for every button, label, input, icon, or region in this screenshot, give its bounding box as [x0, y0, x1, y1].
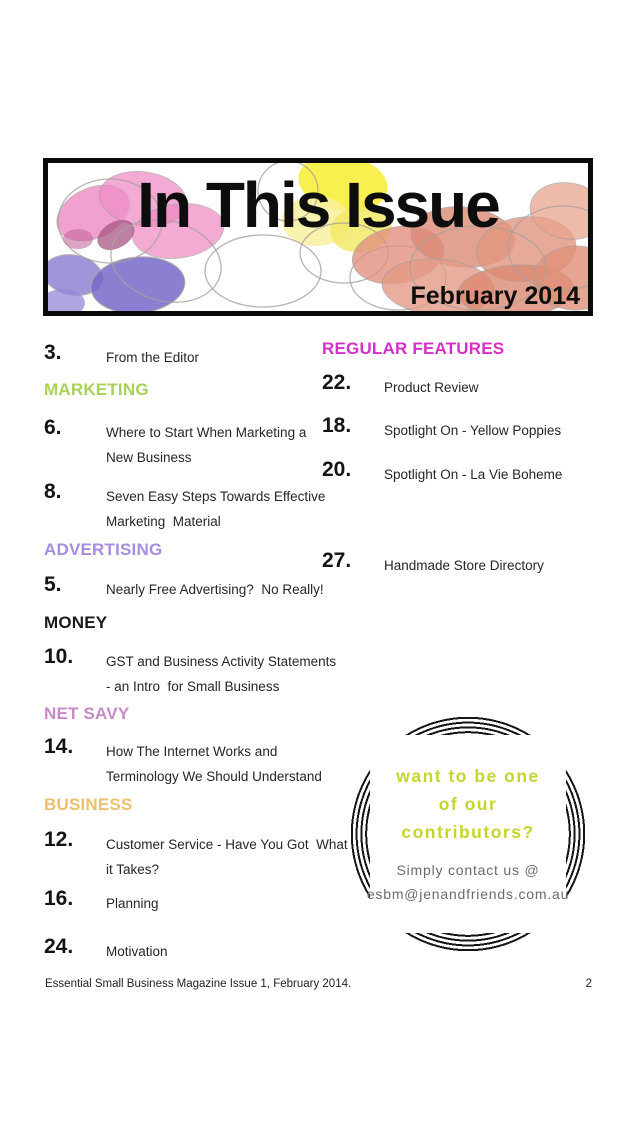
toc-heading-net-savy: NET SAVY: [44, 704, 130, 723]
toc-entry-line: GST and Business Activity Statements: [106, 654, 337, 669]
page-title: In This Issue: [137, 169, 499, 241]
badge-headline: [350, 762, 586, 846]
toc-entry-line: Planning: [106, 896, 159, 911]
toc-entry-title: [106, 888, 159, 916]
toc-entry-motivation: [44, 936, 322, 964]
badge-contact-email: esbm@jenandfriends.com.au: [366, 886, 570, 902]
toc-entry-line: Motivation: [106, 944, 168, 959]
toc-page-number: 8.: [44, 480, 62, 503]
toc-page-number: 14.: [44, 735, 74, 758]
badge-contact: [350, 858, 586, 906]
toc-page-number: 20.: [322, 458, 352, 481]
toc-entry-line: Product Review: [384, 380, 479, 395]
toc-entry-title: [106, 342, 199, 370]
badge-content: [350, 715, 586, 953]
toc-page-number: 3.: [44, 341, 62, 364]
toc-entry-line: Handmade Store Directory: [384, 558, 544, 573]
toc-heading-marketing: MARKETING: [44, 380, 149, 399]
header-banner: [43, 158, 593, 316]
toc-entry-line: How The Internet Works and: [106, 744, 278, 759]
toc-entry-how-internet-works: [44, 736, 322, 789]
toc-entry-line: New Business: [106, 450, 192, 465]
toc-entry-title: [384, 459, 562, 487]
toc-entry-line: - an Intro for Small Business: [106, 679, 280, 694]
toc-page-number: 12.: [44, 828, 74, 851]
toc-heading-money: MONEY: [44, 613, 108, 632]
toc-heading-advertising: ADVERTISING: [44, 540, 163, 559]
footer-issue-info: Essential Small Business Magazine Issue 1, February 2014.: [45, 978, 352, 990]
toc-heading-business: BUSINESS: [44, 795, 133, 814]
toc-page-number: 16.: [44, 887, 74, 910]
toc-entry-line: Terminology We Should Understand: [106, 769, 322, 784]
toc-entry-line: Marketing Material: [106, 514, 221, 529]
toc-entry-title: [384, 550, 544, 578]
toc-entry-title: [106, 481, 325, 534]
toc-entry-title: [106, 574, 324, 602]
toc-entry-handmade-store-directory: [322, 550, 604, 578]
toc-page-number: 10.: [44, 645, 74, 668]
toc-entry-nearly-free-advertising: [44, 574, 322, 602]
toc-entry-line: Nearly Free Advertising? No Really!: [106, 582, 324, 597]
toc-entry-title: [106, 417, 306, 470]
toc-page-number: 6.: [44, 416, 62, 439]
badge-headline-line: of our: [438, 794, 498, 814]
toc-entry-line: Where to Start When Marketing a: [106, 425, 307, 440]
contributors-badge: [350, 715, 586, 953]
toc-page-number: 24.: [44, 935, 74, 958]
toc-entry-from-the-editor: [44, 342, 322, 370]
footer-page-number: 2: [585, 978, 592, 990]
toc-entry-line: Spotlight On - La Vie Boheme: [384, 467, 563, 482]
toc-entry-title: [106, 936, 168, 964]
toc-entry-where-to-start: [44, 417, 322, 470]
toc-entry-gst-bas: [44, 645, 337, 699]
toc-page-number: 5.: [44, 573, 62, 596]
toc-entry-seven-easy-steps: [44, 480, 326, 534]
toc-entry-spotlight-la-vie-boheme: [322, 459, 604, 487]
badge-contact-line: Simply contact us @: [396, 862, 540, 878]
toc-entry-title: [384, 372, 479, 400]
toc-entry-line: From the Editor: [106, 350, 200, 365]
toc-entry-title: [384, 415, 561, 443]
toc-entry-product-review: [322, 372, 604, 400]
toc-page-number: 22.: [322, 371, 352, 394]
toc-entry-title: [106, 646, 336, 699]
toc-entry-line: it Takes?: [106, 862, 160, 877]
toc-entry-spotlight-yellow-poppies: [322, 415, 604, 443]
toc-page-number: 27.: [322, 549, 352, 572]
toc-entry-line: Seven Easy Steps Towards Effective: [106, 489, 326, 504]
toc-entry-line: Customer Service - Have You Got What: [106, 837, 348, 852]
toc-entry-planning: [44, 888, 322, 916]
toc-page-number: 18.: [322, 414, 352, 437]
toc-entry-line: Spotlight On - Yellow Poppies: [384, 423, 562, 438]
issue-date: February 2014: [410, 282, 580, 310]
toc-entry-title: [106, 829, 348, 882]
toc-heading-regular-features: REGULAR FEATURES: [322, 339, 505, 358]
badge-headline-line: want to be one: [396, 766, 540, 786]
badge-headline-line: contributors?: [401, 822, 535, 842]
toc-entry-title: [106, 736, 322, 789]
toc-entry-customer-service: [44, 828, 348, 882]
